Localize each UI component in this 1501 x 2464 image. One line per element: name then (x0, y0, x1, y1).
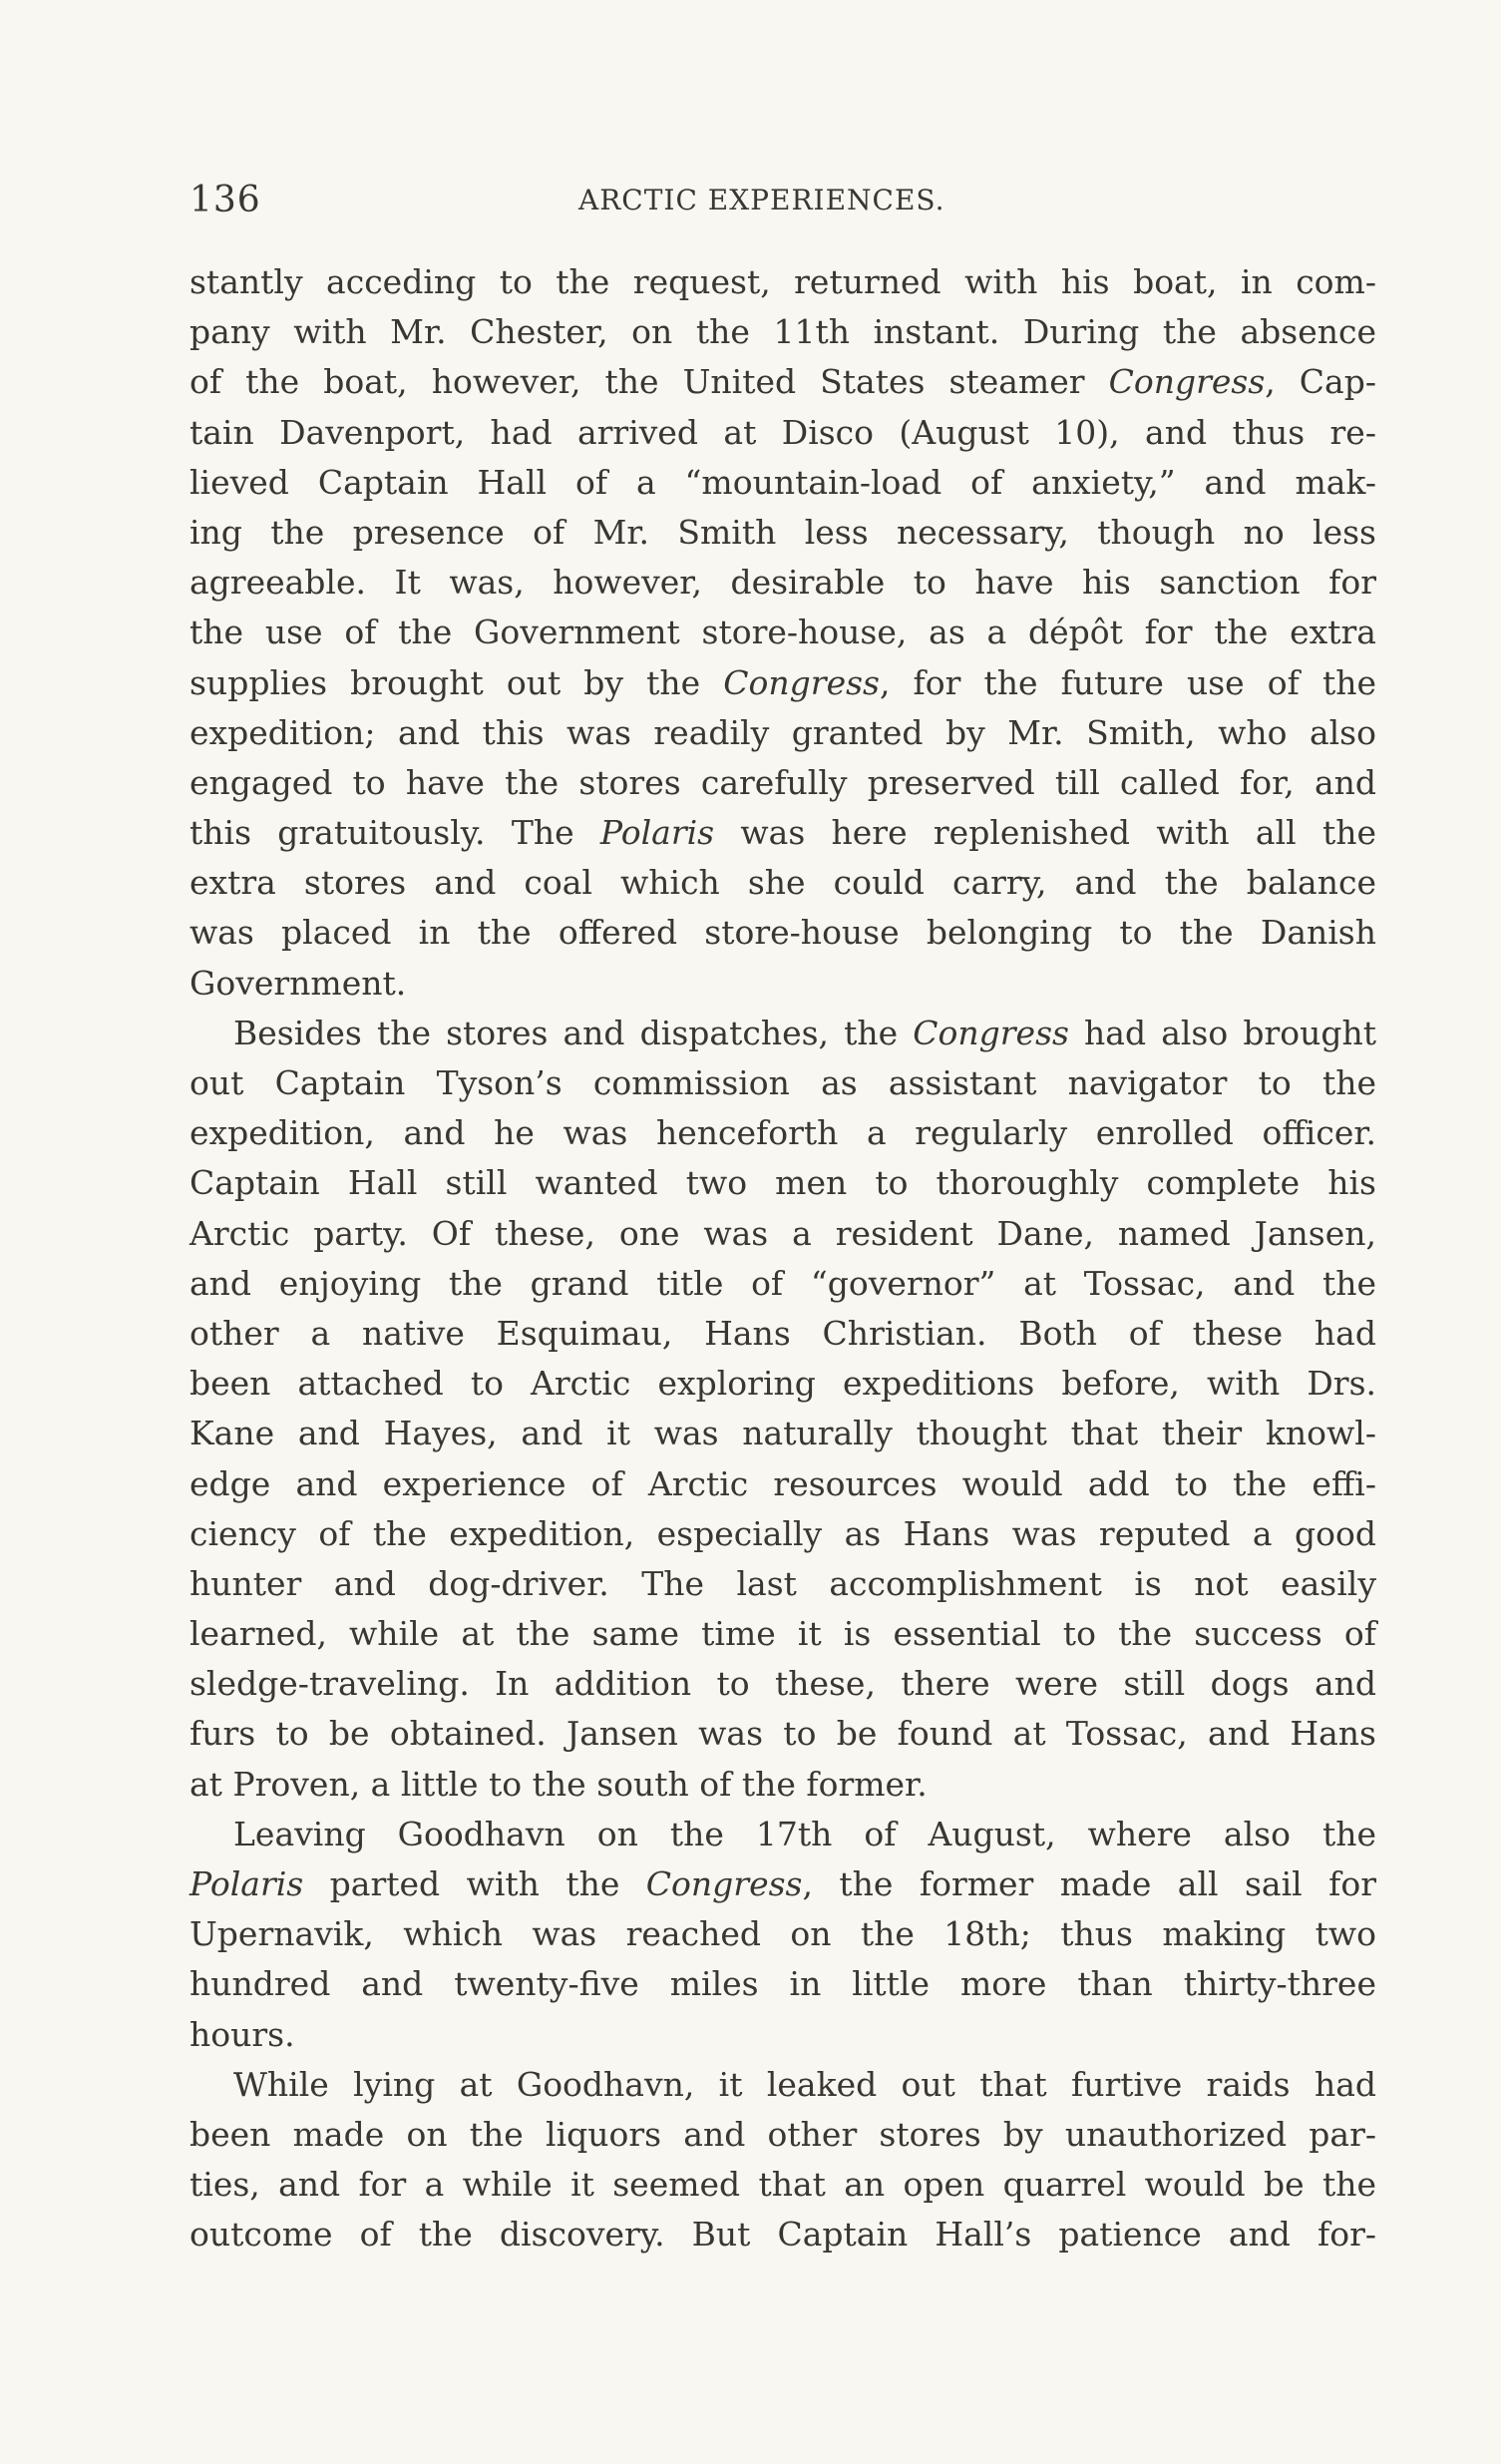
text-line: hundred and twenty-five miles in little more than thirty-three (189, 1964, 1376, 2004)
text-line: agreeable. It was, however, desirable to have his sanction for (189, 563, 1376, 603)
text-line: Arctic party. Of these, one was a resident Dane, named Jansen, (189, 1213, 1376, 1253)
text-line: at Proven, a little to the south of the former. (189, 1764, 928, 1804)
text-line: furs to be obtained. Jansen was to be found at Tossac, and Hans (189, 1714, 1376, 1754)
text-line: expedition, and he was henceforth a regularly enrolled officer. (189, 1113, 1376, 1153)
text-line: pany with Mr. Chester, on the 11th instant. During the absence (189, 312, 1376, 352)
text-line: Besides the stores and dispatches, the Congress had also brought (233, 1013, 1376, 1052)
text-line: been attached to Arctic exploring expeditions before, with Drs. (189, 1364, 1376, 1404)
text-line: Captain Hall still wanted two men to thoroughly complete his (189, 1163, 1376, 1203)
page-header (189, 180, 1368, 229)
page-number: 136 (189, 180, 261, 220)
text-line: learned, while at the same time it is essential to the success of (189, 1614, 1376, 1654)
text-line: expedition; and this was readily granted by Mr. Smith, who also (189, 712, 1376, 752)
text-line: and enjoying the grand title of “governor” at Tossac, and the (189, 1263, 1376, 1303)
text-line: extra stores and coal which she could carry, and the balance (189, 863, 1376, 903)
text-line: tain Davenport, had arrived at Disco (August 10), and thus re- (189, 412, 1376, 452)
running-head: ARCTIC EXPERIENCES. (578, 184, 945, 216)
text-line: lieved Captain Hall of a “mountain-load of anxiety,” and mak- (189, 462, 1376, 502)
text-line: edge and experience of Arctic resources would add to the effi- (189, 1463, 1376, 1503)
text-line: was placed in the offered store-house belonging to the Danish (189, 913, 1376, 953)
text-line: Kane and Hayes, and it was naturally thought that their knowl- (189, 1414, 1376, 1453)
text-line: the use of the Government store-house, as a dépôt for the extra (189, 613, 1376, 652)
text-line: other a native Esquimau, Hans Christian. Both of these had (189, 1313, 1376, 1353)
text-line: of the boat, however, the United States steamer Congress, Cap- (189, 362, 1376, 402)
text-line: this gratuitously. The Polaris was here replenished with all the (189, 813, 1377, 853)
body-text (189, 257, 1376, 2260)
text-line: Upernavik, which was reached on the 18th; thus making two (189, 1914, 1376, 1954)
text-line: engaged to have the stores carefully preserved till called for, and (189, 762, 1376, 802)
text-line: out Captain Tyson’s commission as assistant navigator to the (189, 1063, 1376, 1102)
text-line: supplies brought out by the Congress, for the future use of the (189, 662, 1376, 702)
text-line: While lying at Goodhavn, it leaked out that furtive raids had (233, 2064, 1376, 2104)
text-line: hunter and dog-driver. The last accomplishment is not easily (189, 1563, 1376, 1603)
text-line: hours. (189, 2014, 295, 2054)
text-line: Leaving Goodhavn on the 17th of August, where also the (233, 1814, 1376, 1853)
text-line: sledge-traveling. In addition to these, there were still dogs and (189, 1664, 1376, 1704)
text-line: Government. (189, 963, 407, 1003)
text-line: outcome of the discovery. But Captain Hall’s patience and for- (189, 2215, 1376, 2255)
text-line: been made on the liquors and other stores by unauthorized par- (189, 2114, 1376, 2154)
text-line: stantly acceding to the request, returned with his boat, in com- (189, 262, 1376, 301)
text-line: Polaris parted with the Congress, the former made all sail for (189, 1864, 1376, 1903)
text-line: ing the presence of Mr. Smith less necessary, though no less (189, 512, 1376, 552)
text-line: ciency of the expedition, especially as Hans was reputed a good (189, 1513, 1376, 1553)
text-line: ties, and for a while it seemed that an open quarrel would be the (189, 2165, 1376, 2205)
